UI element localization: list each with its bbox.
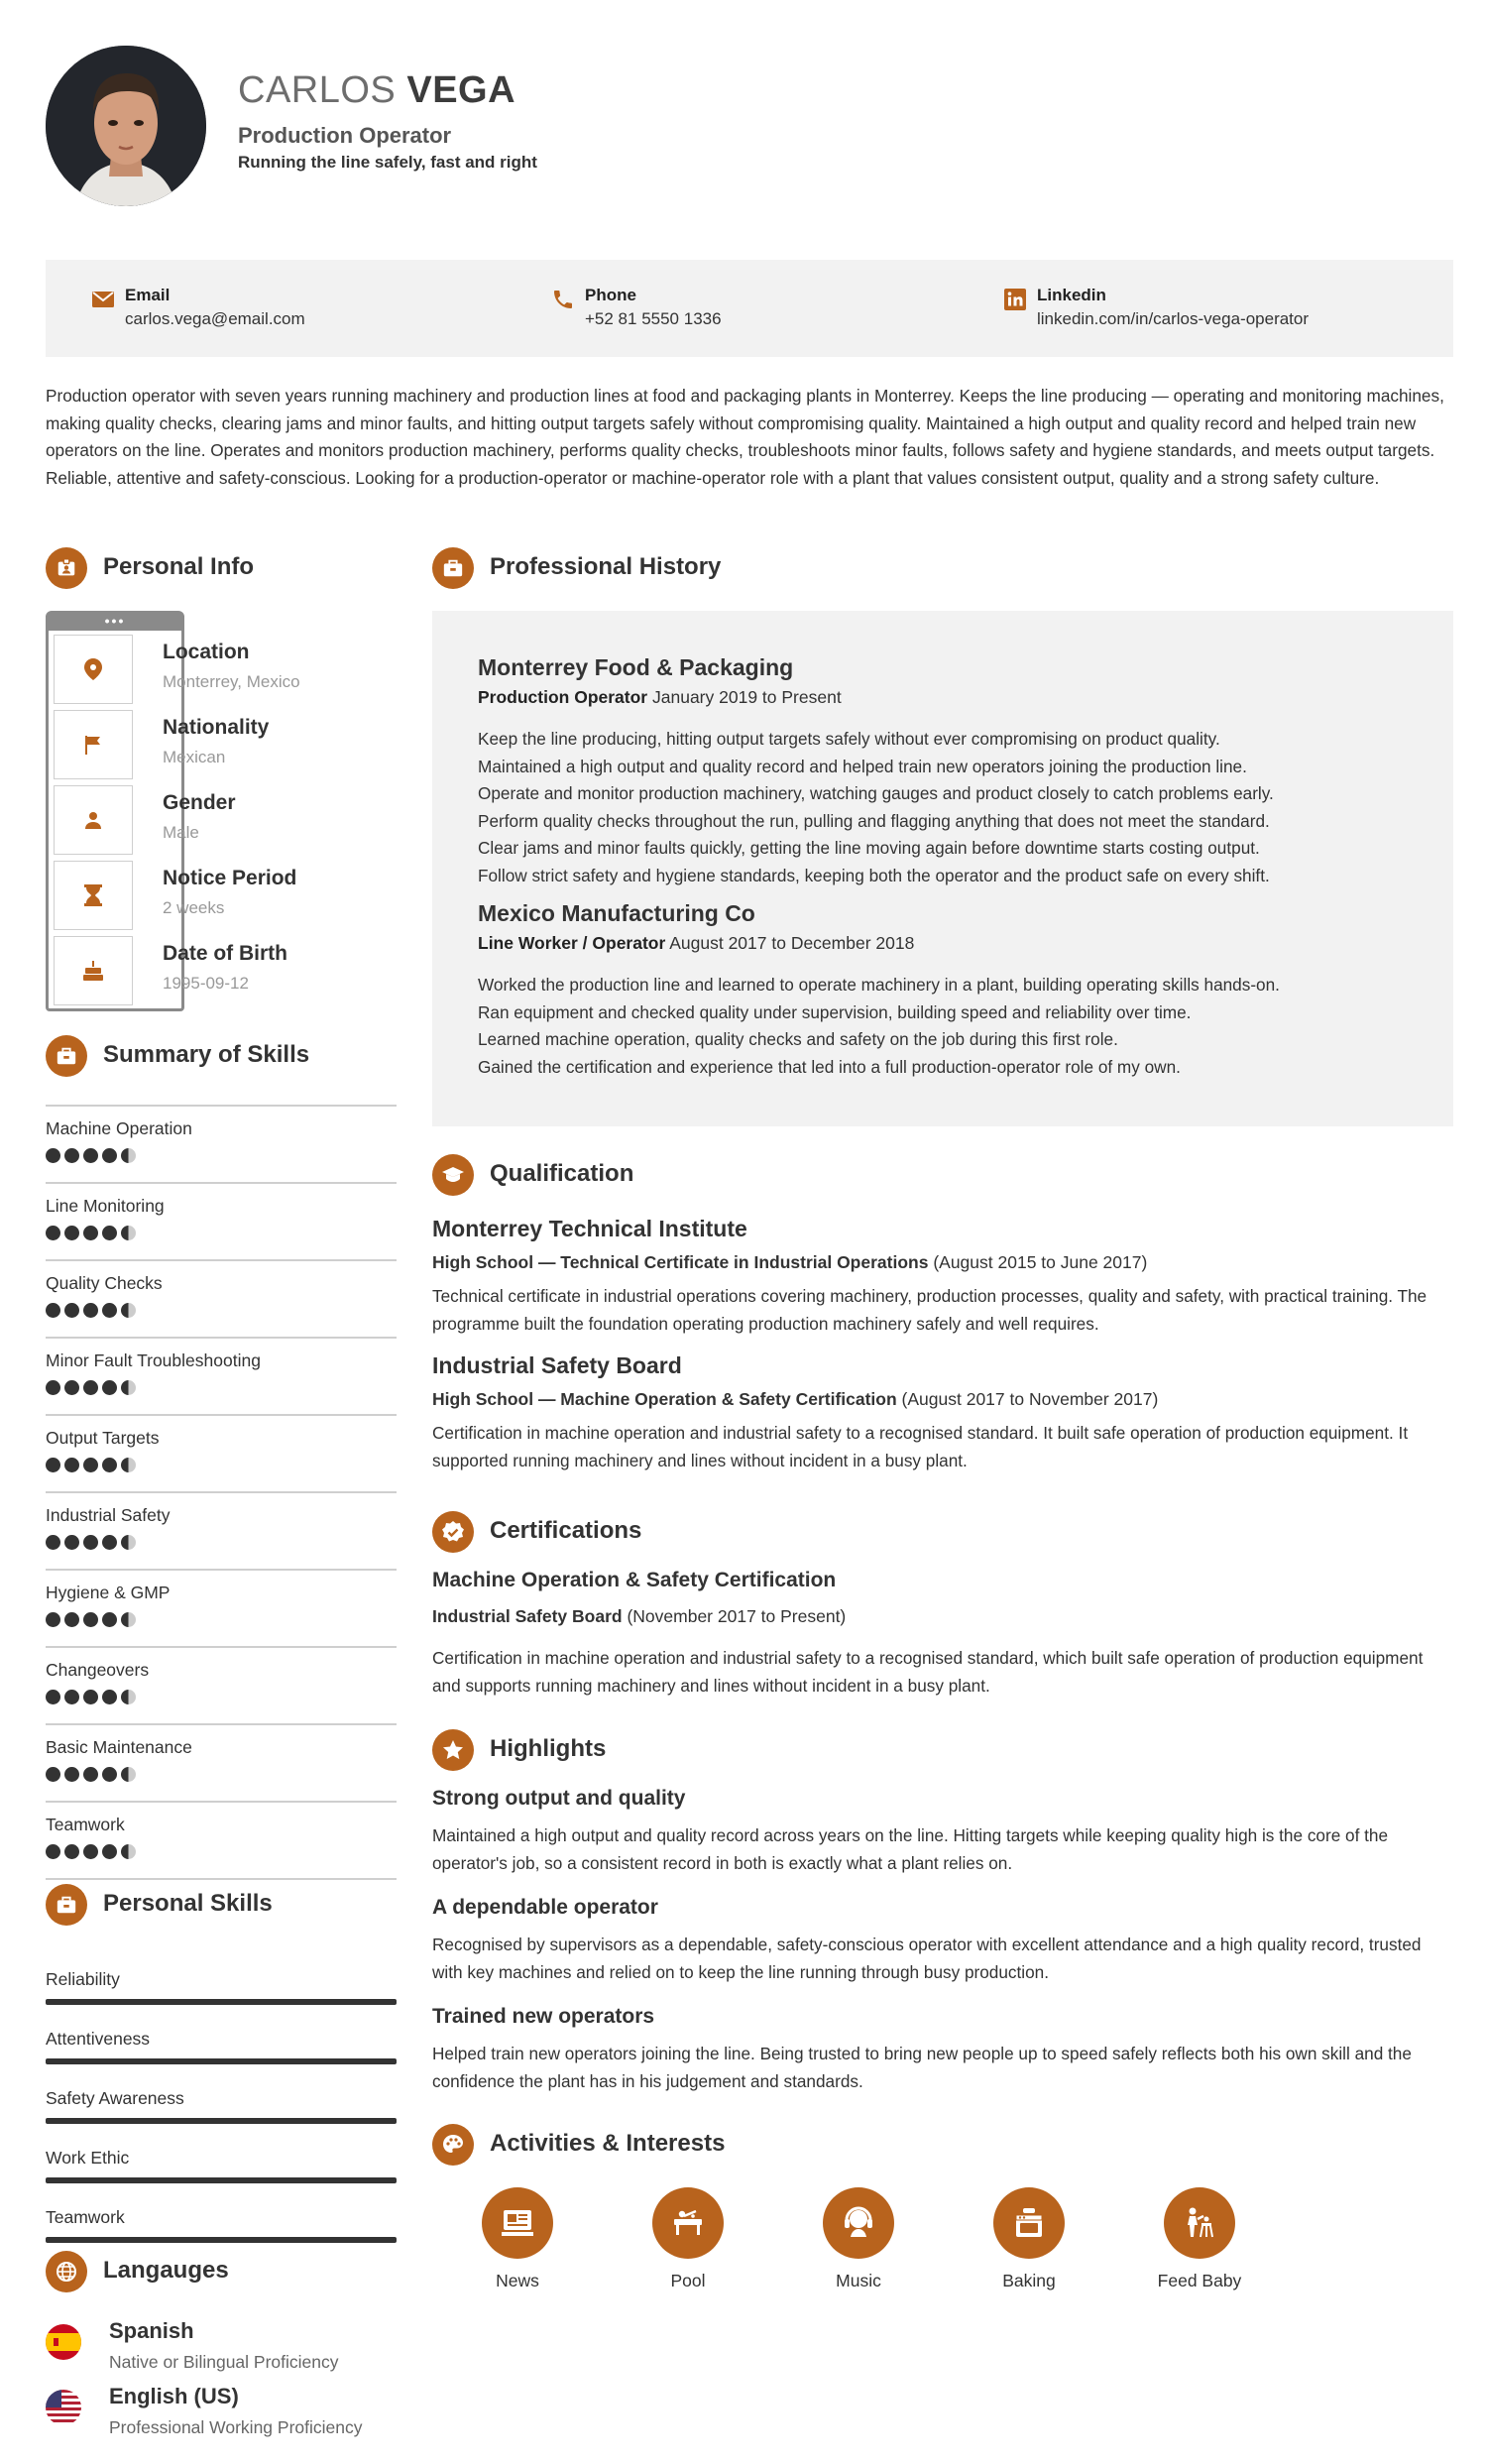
rating-dot (121, 1612, 136, 1627)
interest-label: Baking (1002, 2271, 1056, 2290)
personal-skill-row (46, 1969, 397, 1990)
job-duty: Learned machine operation, quality checks and safety on the job during this first role. (478, 1029, 1118, 1049)
email-icon (91, 288, 115, 311)
job-duty: Maintained a high output and quality record and helped train new operators joining the production line. (478, 756, 1247, 776)
rating-dot (121, 1303, 136, 1318)
interest-item (458, 2187, 577, 2291)
rating-dot (121, 1458, 136, 1472)
skill-name: Line Monitoring (46, 1196, 165, 1216)
rating-dot (102, 1767, 117, 1782)
job-entry (478, 654, 1430, 889)
section-title: Certifications (490, 1517, 642, 1544)
info-label: Gender (163, 791, 236, 814)
personal-skill-row (46, 2029, 397, 2050)
rating-dot (64, 1226, 79, 1240)
rating-dot (46, 1303, 60, 1318)
spain-flag-icon (46, 2324, 81, 2360)
profile-summary: Production operator with seven years running machinery and production lines at food and packaging plants in Monterrey. Keeps the line producing — operating and monitoring machines, making quality checks, clearing jams and minor faults, and hitting output targets safely without compromising quality. Maintained a high output and quality record and helped train new operators on the line. Operates and monitors production machinery, performs quality checks, troubleshoots minor faults, follows safety and hygiene standards, and meets output targets. Reliable, attentive and safety-conscious. Looking for a production-operator or machine-operator role with a plant that values consistent output, quality and a strong safety culture. (46, 386, 1444, 488)
globe-icon (46, 2251, 87, 2292)
hourglass-icon (54, 861, 133, 930)
highlight-description: Helped train new operators joining the line. Being trusted to bring new people up to speed safely reflects both his own skill and the confidence the plant has in his judgement and standards. (432, 2044, 1412, 2091)
rating-dot (121, 1380, 136, 1395)
skill-rating (46, 1690, 136, 1704)
language-name: Spanish (109, 2318, 194, 2343)
qualification-entry (432, 1352, 1453, 1474)
certification-issuer-line (432, 1606, 1453, 1627)
skill-name: Industrial Safety (46, 1505, 171, 1525)
rating-dot (102, 1690, 117, 1704)
rating-dot (64, 1612, 79, 1627)
info-label: Location (163, 641, 250, 663)
personal-info-nationality (163, 716, 269, 767)
briefcase-icon (46, 1035, 87, 1077)
rating-dot (121, 1535, 136, 1550)
highlight-title: A dependable operator (432, 1896, 658, 1919)
rating-dot (64, 1844, 79, 1859)
job-duty: Clear jams and minor faults quickly, getting the line moving again before downtime starts costing output. (478, 838, 1260, 858)
job-dates: August 2017 to December 2018 (669, 933, 915, 953)
highlight-title: Strong output and quality (432, 1787, 686, 1810)
rating-dot (102, 1303, 117, 1318)
skill-rating (46, 1303, 136, 1318)
info-value: 1995-09-12 (163, 974, 249, 993)
job-duty: Ran equipment and checked quality under supervision, building speed and reliability over time. (478, 1001, 1192, 1022)
personal-info-location (163, 641, 300, 692)
highlight-title: Trained new operators (432, 2005, 655, 2028)
info-label: Date of Birth (163, 942, 287, 965)
highlight-description: Maintained a high output and quality record across years on the line. Hitting targets while keeping quality high is the core of the operator's job, so a consistent record in both is exactly what a plant relies on. (432, 1825, 1389, 1873)
flag-icon (54, 710, 133, 779)
skill-rating (46, 1226, 136, 1240)
personal-skill-name: Reliability (46, 1969, 120, 1989)
rating-dot (46, 1690, 60, 1704)
person-icon (54, 785, 133, 855)
highlight-item (432, 1896, 1453, 1986)
job-role-line (478, 687, 1430, 708)
qualification-entry (432, 1216, 1453, 1338)
job-role: Line Worker / Operator (478, 933, 666, 953)
skill-row (46, 1182, 397, 1259)
company-name: Monterrey Food & Packaging (478, 654, 794, 680)
rating-dot (121, 1690, 136, 1704)
skill-rating (46, 1844, 136, 1859)
certification-title: Machine Operation & Safety Certification (432, 1569, 837, 1591)
rating-dot (46, 1844, 60, 1859)
badge-check-icon (432, 1511, 474, 1553)
highlight-item (432, 2005, 1453, 2095)
personal-info-gender (163, 791, 236, 843)
panel-dots-icon: ••• (104, 613, 126, 629)
skill-rating (46, 1535, 136, 1550)
interest-label: Pool (670, 2271, 706, 2290)
section-title: Highlights (490, 1735, 607, 1762)
skill-rating (46, 1612, 136, 1627)
degree: High School — Technical Certificate in Industrial Operations (432, 1252, 929, 1272)
rating-dot (102, 1844, 117, 1859)
job-role: Production Operator (478, 687, 648, 707)
skills-divider (46, 1878, 397, 1880)
rating-dot (64, 1458, 79, 1472)
institution-name: Industrial Safety Board (432, 1352, 682, 1378)
company-name: Mexico Manufacturing Co (478, 900, 755, 926)
skill-rating (46, 1767, 136, 1782)
degree-line (432, 1389, 1453, 1410)
feed-baby-icon (1164, 2187, 1235, 2259)
rating-dot (46, 1767, 60, 1782)
rating-dot (83, 1690, 98, 1704)
rating-dot (46, 1226, 60, 1240)
job-duty: Gained the certification and experience that led into a full production-operator role of my own. (478, 1056, 1181, 1077)
rating-dot (102, 1535, 117, 1550)
language-level: Native or Bilingual Proficiency (109, 2352, 339, 2372)
job-duties (478, 972, 1430, 1081)
personal-skill-row (46, 2148, 397, 2169)
section-title: Personal Skills (103, 1890, 273, 1917)
rating-dot (64, 1767, 79, 1782)
personal-info-date-of-birth (163, 942, 287, 994)
skill-row (46, 1801, 397, 1878)
interest-label: News (496, 2271, 539, 2290)
skill-name: Minor Fault Troubleshooting (46, 1350, 261, 1370)
certification-issuer: Industrial Safety Board (432, 1606, 623, 1626)
rating-dot (102, 1458, 117, 1472)
qualification-description: Certification in machine operation and industrial safety to a recognised standard. It built safe operation of production equipment. It supported running machinery and lines without incident in a busy plant. (432, 1423, 1409, 1470)
candidate-name: CARLOS VEGA (238, 69, 516, 111)
baking-icon (993, 2187, 1065, 2259)
personal-skill-bar (46, 2177, 397, 2183)
rating-dot (64, 1303, 79, 1318)
skill-row (46, 1414, 397, 1491)
rating-dot (102, 1226, 117, 1240)
rating-dot (83, 1148, 98, 1163)
highlight-item (432, 1787, 1453, 1877)
personal-info-notice-period (163, 867, 296, 918)
rating-dot (83, 1612, 98, 1627)
rating-dot (64, 1690, 79, 1704)
id-card-icon (46, 547, 87, 589)
job-duties (478, 726, 1430, 889)
professional-history-panel (432, 611, 1453, 1126)
skill-row (46, 1723, 397, 1801)
palette-icon (432, 2124, 474, 2166)
degree: High School — Machine Operation & Safety Certification (432, 1389, 897, 1409)
skill-rating (46, 1148, 136, 1163)
skill-name: Output Targets (46, 1428, 160, 1448)
phone-icon (551, 288, 575, 311)
personal-skill-bar (46, 2118, 397, 2124)
skill-name: Machine Operation (46, 1118, 192, 1138)
rating-dot (121, 1148, 136, 1163)
personal-skill-name: Work Ethic (46, 2148, 130, 2168)
rating-dot (121, 1767, 136, 1782)
linkedin-icon (1003, 288, 1027, 311)
job-title: Production Operator (238, 123, 452, 148)
contact-bar (46, 260, 1453, 357)
rating-dot (83, 1380, 98, 1395)
section-title: Summary of Skills (103, 1041, 310, 1068)
rating-dot (83, 1226, 98, 1240)
job-duty: Follow strict safety and hygiene standards, keeping both the operator and the product safe on every shift. (478, 865, 1270, 885)
rating-dot (46, 1458, 60, 1472)
contact-label: Email (125, 286, 171, 304)
us-flag-icon (46, 2390, 81, 2425)
rating-dot (64, 1148, 79, 1163)
briefcase-icon (432, 547, 474, 589)
interest-item (1140, 2187, 1259, 2291)
rating-dot (64, 1535, 79, 1550)
personal-skill-bar (46, 2058, 397, 2064)
graduation-cap-icon (432, 1154, 474, 1196)
profile-photo (46, 46, 206, 206)
job-duty: Keep the line producing, hitting output targets safely without ever compromising on product quality. (478, 729, 1220, 749)
job-duty: Worked the production line and learned to operate machinery in a plant, building operating skills hands-on. (478, 975, 1280, 995)
info-label: Notice Period (163, 867, 297, 889)
skill-name: Hygiene & GMP (46, 1583, 171, 1602)
info-value: Mexican (163, 748, 226, 766)
skill-name: Teamwork (46, 1815, 125, 1834)
rating-dot (64, 1380, 79, 1395)
pool-icon (652, 2187, 724, 2259)
skill-row (46, 1105, 397, 1182)
rating-dot (102, 1380, 117, 1395)
certification-dates: (November 2017 to Present) (627, 1606, 847, 1626)
skill-row (46, 1569, 397, 1646)
info-value: Male (163, 823, 199, 842)
degree-line (432, 1252, 1453, 1273)
degree-dates: (August 2017 to November 2017) (901, 1389, 1159, 1409)
interest-item (799, 2187, 918, 2291)
resume-header (46, 46, 1433, 208)
skill-row (46, 1491, 397, 1569)
qualification-description: Technical certificate in industrial operations covering machinery, production processes, quality and safety, with practical training. The programme built the foundation operating production machinery safely and well requires. (432, 1286, 1428, 1334)
briefcase-icon (46, 1884, 87, 1926)
skill-rating (46, 1458, 136, 1472)
certification-entry (432, 1569, 1453, 1700)
skill-rating (46, 1380, 136, 1395)
rating-dot (102, 1148, 117, 1163)
section-title: Professional History (490, 553, 722, 580)
section-title: Qualification (490, 1160, 634, 1187)
email-value[interactable]: carlos.vega@email.com (125, 309, 305, 328)
rating-dot (121, 1844, 136, 1859)
rating-dot (46, 1148, 60, 1163)
interest-item (970, 2187, 1088, 2291)
rating-dot (102, 1612, 117, 1627)
contact-label: Phone (585, 286, 636, 304)
highlight-description: Recognised by supervisors as a dependable, safety-conscious operator with excellent attendance and a high quality record, trusted with key machines and relied on to keep the line running through busy production. (432, 1935, 1422, 1982)
music-icon (823, 2187, 894, 2259)
rating-dot (46, 1612, 60, 1627)
skill-row (46, 1337, 397, 1414)
job-entry (478, 900, 1430, 1081)
language-level: Professional Working Proficiency (109, 2417, 363, 2437)
star-icon (432, 1729, 474, 1771)
institution-name: Monterrey Technical Institute (432, 1216, 747, 1241)
contact-label: Linkedin (1037, 286, 1106, 304)
rating-dot (121, 1226, 136, 1240)
skill-name: Basic Maintenance (46, 1737, 192, 1757)
job-role-line (478, 933, 1430, 954)
rating-dot (83, 1303, 98, 1318)
news-icon (482, 2187, 553, 2259)
section-title: Langauges (103, 2257, 229, 2284)
rating-dot (83, 1458, 98, 1472)
tagline: Running the line safely, fast and right (238, 153, 537, 172)
skill-row (46, 1259, 397, 1337)
job-dates: January 2019 to Present (652, 687, 842, 707)
rating-dot (83, 1535, 98, 1550)
rating-dot (46, 1535, 60, 1550)
rating-dot (83, 1767, 98, 1782)
skill-name: Quality Checks (46, 1273, 163, 1293)
info-value: 2 weeks (163, 898, 225, 917)
personal-skill-name: Attentiveness (46, 2029, 151, 2049)
interest-label: Feed Baby (1157, 2271, 1242, 2290)
personal-skill-row (46, 2088, 397, 2109)
degree-dates: (August 2015 to June 2017) (933, 1252, 1148, 1272)
cake-icon (54, 936, 133, 1005)
phone-value[interactable]: +52 81 5550 1336 (585, 309, 722, 328)
skill-name: Changeovers (46, 1660, 150, 1680)
personal-skill-row (46, 2207, 397, 2228)
interest-label: Music (836, 2271, 881, 2290)
section-title: Personal Info (103, 553, 255, 580)
location-pin-icon (54, 635, 133, 704)
info-value: Monterrey, Mexico (163, 672, 300, 691)
linkedin-value[interactable]: linkedin.com/in/carlos-vega-operator (1037, 309, 1310, 328)
interest-item (629, 2187, 747, 2291)
job-duty: Operate and monitor production machinery, watching gauges and product closely to catch problems early. (478, 783, 1274, 803)
personal-skill-bar (46, 2237, 397, 2243)
personal-skill-name: Teamwork (46, 2207, 125, 2227)
rating-dot (83, 1844, 98, 1859)
job-duty: Perform quality checks throughout the run, pulling and flagging anything that does not meet the standard. (478, 810, 1270, 831)
personal-skill-name: Safety Awareness (46, 2088, 184, 2108)
language-name: English (US) (109, 2384, 239, 2408)
section-title: Activities & Interests (490, 2130, 726, 2157)
skill-row (46, 1646, 397, 1723)
info-label: Nationality (163, 716, 270, 739)
personal-skill-bar (46, 1999, 397, 2005)
certification-description: Certification in machine operation and industrial safety to a recognised standard, which built safe operation of production equipment and supports running machinery and lines without incident in a busy plant. (432, 1648, 1424, 1696)
rating-dot (46, 1380, 60, 1395)
